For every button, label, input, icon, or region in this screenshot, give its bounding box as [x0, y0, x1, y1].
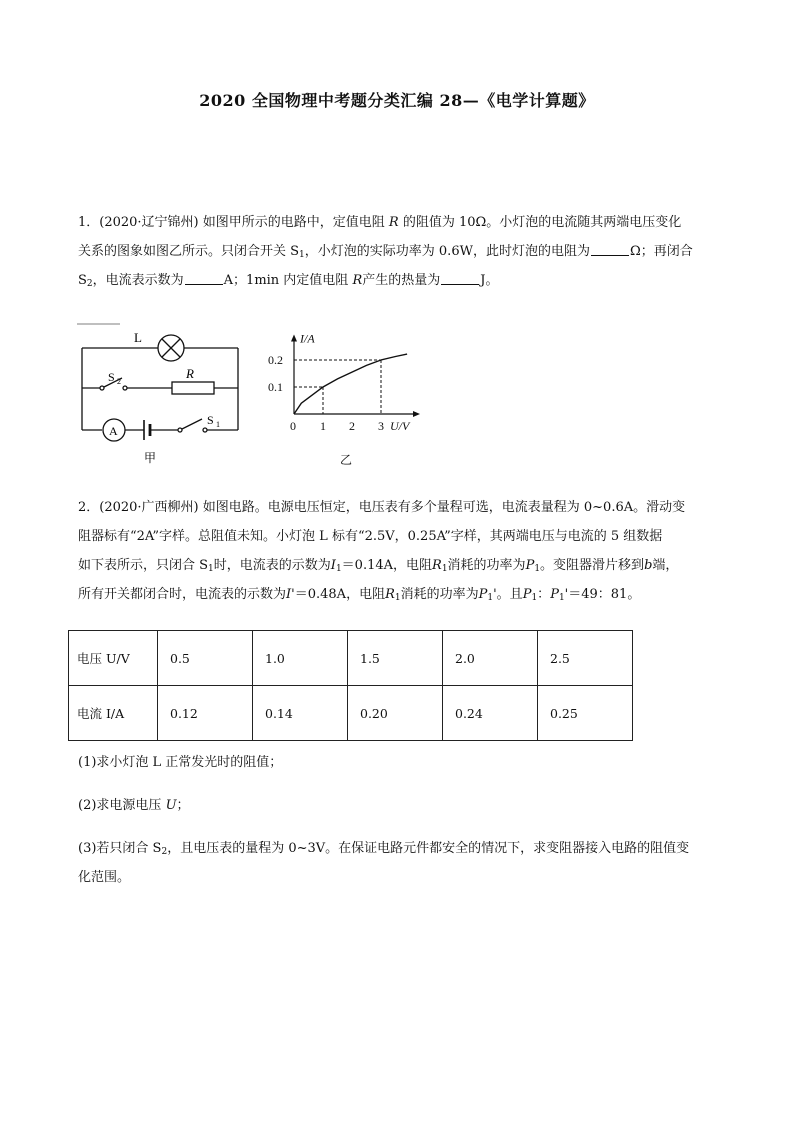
table-cell: 0.14	[253, 686, 348, 741]
q1-text-part: S	[78, 273, 87, 288]
table-cell: 0.12	[158, 686, 253, 741]
q2-text-part: 消耗的功率为	[400, 587, 479, 602]
q1-sub: 2	[86, 279, 93, 289]
q1-text-part: Ω；再闭合	[629, 244, 693, 259]
q2-sub: 1	[531, 593, 538, 603]
sub-question-3-text: (3)若只闭合 S	[78, 841, 162, 856]
q1-text-part: ，小灯泡的实际功率为 0.6W，此时灯泡的电阻为	[304, 244, 590, 259]
table-cell: 0.24	[443, 686, 538, 741]
q1-text-part: 的阻值为 10Ω。小灯泡的电流随其两端电压变化	[402, 215, 682, 230]
question-2-text	[78, 493, 728, 609]
circuit-diagram-jia	[72, 318, 252, 468]
q2-text-part: 消耗的功率为	[447, 558, 526, 573]
q2-text-part: 如下表所示，只闭合 S	[78, 558, 209, 573]
sub-question-1: (1)求小灯泡 L 正常发光时的阻值；	[78, 755, 283, 770]
q1-text-part: 1．(2020·辽宁锦州) 如图甲所示的电路中，定值电阻	[78, 215, 385, 230]
table-row	[69, 631, 633, 686]
q2-text-part: 。变阻器滑片移到	[540, 558, 645, 573]
y-axis-label: I/A	[300, 331, 315, 346]
q1-text-part: 关系的图象如图乙所示。只闭合开关 S	[78, 244, 300, 259]
q2-var: b	[644, 558, 653, 573]
table-cell: 2.5	[538, 631, 633, 686]
q2-var: P	[522, 587, 532, 602]
q2-sub: 1	[441, 564, 448, 574]
q2-var: I	[330, 558, 336, 573]
y-axis-arrow	[291, 335, 297, 342]
y-tick-label: 0.2	[268, 353, 283, 367]
q1-text-part: ，电流表示数为	[92, 273, 184, 288]
table-header-cell: 电流 I/A	[69, 686, 158, 741]
page-title: 2020 全国物理中考题分类汇编 28—《电学计算题》	[199, 91, 595, 110]
q2-sub: 1	[487, 593, 494, 603]
sub-question-2	[78, 791, 728, 820]
table-cell: 0.25	[538, 686, 633, 741]
switch-s2-label: S	[108, 370, 115, 384]
q1-sub: 1	[299, 250, 305, 260]
x-tick-label: 0	[290, 419, 296, 433]
sub-question-2-text: ；	[176, 798, 190, 813]
q2-sub: 1	[394, 593, 401, 603]
table-row	[69, 686, 633, 741]
q1-var-r: R	[352, 273, 363, 288]
q1-text-part: A；1min 内定值电阻	[223, 273, 349, 288]
table-header-cell: 电压 U/V	[69, 631, 158, 686]
question-1-text	[78, 208, 728, 295]
x-tick-label: 1	[320, 419, 326, 433]
switch-s1-sub: 1	[216, 420, 220, 429]
q2-line-2: 阻器标有“2A”字样。总阻值未知。小灯泡 L 标有“2.5V，0.25A”字样，其两端电压与电流的 5 组数据	[78, 529, 663, 544]
answer-blank-current[interactable]	[185, 272, 223, 285]
sub-question-3	[78, 834, 728, 892]
q1-var-r: R	[388, 215, 399, 230]
q2-sub: 1	[208, 564, 214, 574]
q2-sub: 1	[335, 564, 342, 574]
x-axis-label: U/V	[390, 419, 410, 433]
switch-s1-label: S	[207, 413, 214, 427]
sub-question-3-sub: 2	[161, 847, 168, 857]
x-tick-label: 3	[378, 419, 384, 433]
q2-text-part: ：	[537, 587, 551, 602]
q2-var: R	[385, 587, 395, 602]
q1-text-part: 产生的热量为	[362, 273, 441, 288]
resistor-label: R	[186, 366, 194, 381]
figure-caption-jia: 甲	[144, 451, 157, 465]
switch-s2-sub: 2	[117, 377, 121, 386]
q2-var: R	[432, 558, 442, 573]
table-cell: 0.20	[348, 686, 443, 741]
q2-text-part: 所有开关都闭合时，电流表的示数为	[78, 587, 287, 602]
lamp-label: L	[134, 330, 142, 345]
voltage-current-table	[68, 630, 633, 741]
q1-text-part: J。	[480, 273, 499, 288]
table-cell: 2.0	[443, 631, 538, 686]
table-cell: 0.5	[158, 631, 253, 686]
answer-blank-resistance[interactable]	[591, 243, 629, 256]
y-tick-label: 0.1	[268, 380, 283, 394]
sub-question-3-text: ，且电压表的量程为 0~3V。在保证电路元件都安全的情况下，求变阻器接入电路的阻值变	[167, 841, 690, 856]
sub-question-3-text: 化范围。	[78, 870, 131, 885]
ammeter-label: A	[109, 424, 118, 438]
q2-text-part: 端，	[652, 558, 679, 573]
iu-graph-yi	[262, 322, 437, 472]
x-tick-label: 2	[349, 419, 355, 433]
q2-text-part: ＝0.14A，电阻	[341, 558, 433, 573]
table-cell: 1.5	[348, 631, 443, 686]
iu-curve	[294, 354, 407, 414]
q2-text-part: '。且	[493, 587, 523, 602]
q2-sub: 1	[558, 593, 565, 603]
sub-question-2-text: (2)求电源电压	[78, 798, 162, 813]
answer-blank-heat[interactable]	[441, 272, 479, 285]
x-axis-arrow	[413, 411, 420, 417]
q2-var: P	[525, 558, 535, 573]
q2-var: I'	[286, 587, 295, 602]
q2-text-part: 时，电流表的示数为	[213, 558, 331, 573]
sub-question-2-var: U	[165, 798, 177, 813]
figure-caption-yi: 乙	[340, 453, 353, 467]
q2-text-part: ＝0.48A，电阻	[294, 587, 386, 602]
q2-sub: 1	[534, 564, 541, 574]
q2-var: P	[550, 587, 559, 602]
q2-var: P	[478, 587, 488, 602]
q2-line-1: 2．(2020·广西柳州) 如图电路。电源电压恒定，电压表有多个量程可选，电流表量程为 0~0.6A。滑动变	[78, 500, 686, 515]
table-cell: 1.0	[253, 631, 348, 686]
q2-text-part: '＝49：81。	[564, 587, 641, 602]
